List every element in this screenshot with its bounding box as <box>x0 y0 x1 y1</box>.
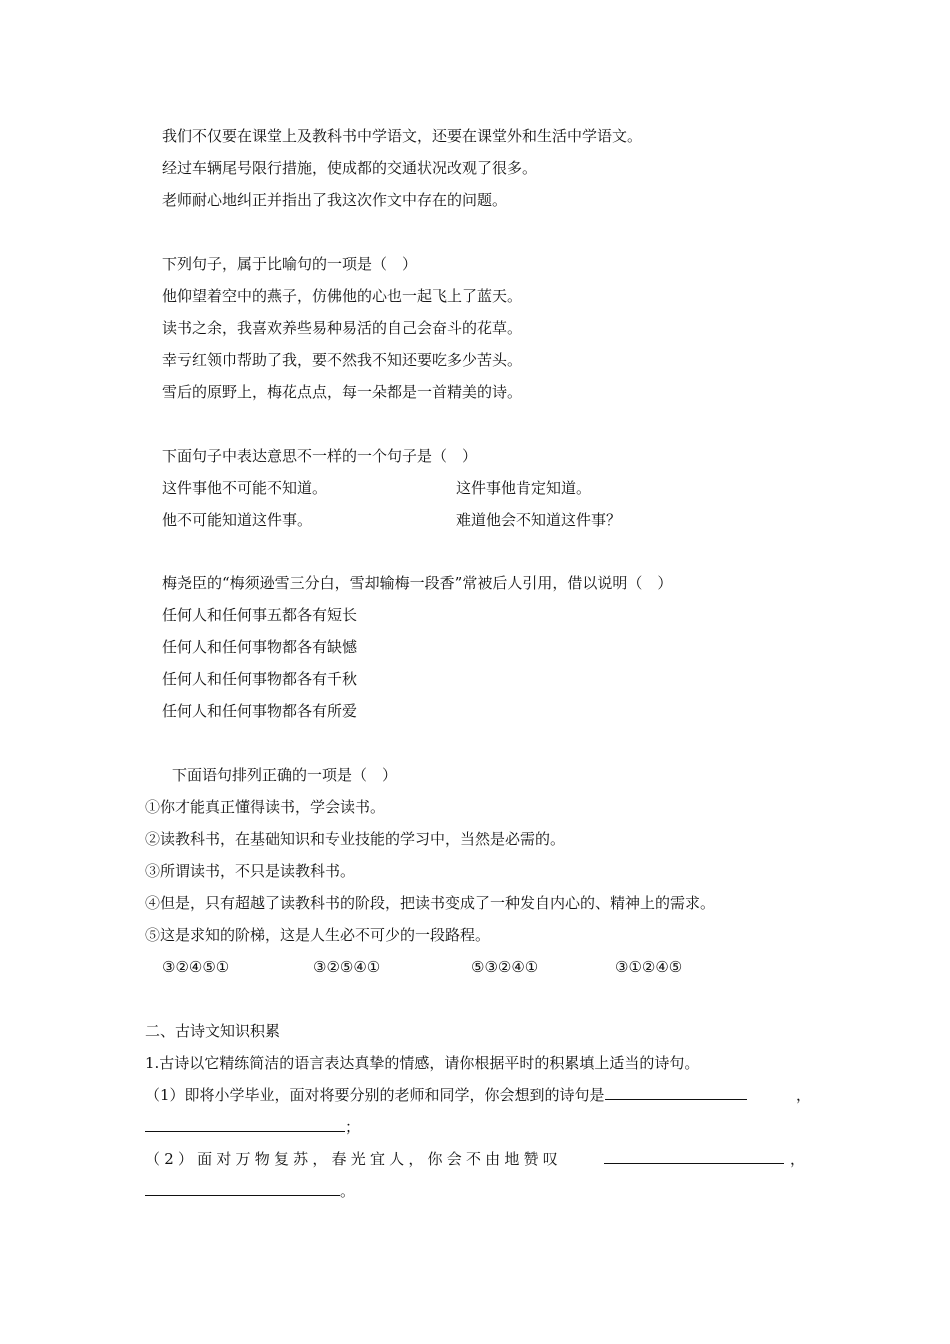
option: ③②⑤④① <box>313 958 381 976</box>
sub-question-2-line-2 <box>145 1181 355 1201</box>
question-stem: 下面语句排列正确的一项是（ ） <box>172 766 398 784</box>
question-1: 1.古诗以它精练简洁的语言表达真挚的情感，请你根据平时的积累填上适当的诗句。 <box>145 1054 700 1072</box>
option: ⑤③②④① <box>471 958 539 976</box>
option: 这件事他不可能不知道。 <box>162 479 328 497</box>
section-heading: 二、古诗文知识积累 <box>145 1022 281 1040</box>
question-stem: 梅尧臣的“梅须逊雪三分白，雪却输梅一段香”常被后人引用，借以说明（ ） <box>162 574 673 592</box>
option: 雪后的原野上，梅花点点，每一朵都是一首精美的诗。 <box>162 383 523 401</box>
sub-question-2-blank <box>604 1149 784 1169</box>
option: ③②④⑤① <box>162 958 230 976</box>
answer-blank[interactable] <box>605 1085 747 1100</box>
sub-question-2 <box>145 1149 562 1169</box>
sub-question-1-line-2 <box>145 1117 360 1137</box>
sentence-2: 经过车辆尾号限行措施，使成都的交通状况改观了很多。 <box>162 159 538 177</box>
comma: ， <box>796 1086 812 1104</box>
option: 读书之余，我喜欢养些易种易活的自己会奋斗的花草。 <box>162 319 523 337</box>
option: 难道他会不知道这件事？ <box>456 511 622 529</box>
option: 这件事他肯定知道。 <box>456 479 592 497</box>
question-stem: 下列句子，属于比喻句的一项是（ ） <box>162 255 418 273</box>
semicolon: ； <box>345 1118 361 1136</box>
answer-blank[interactable] <box>604 1149 784 1164</box>
option: 幸亏红领巾帮助了我，要不然我不知还要吃多少苦头。 <box>162 351 523 369</box>
sentence-1: 我们不仅要在课堂上及教科书中学语文，还要在课堂外和生活中学语文。 <box>162 127 643 145</box>
period: 。 <box>340 1182 356 1200</box>
answer-blank[interactable] <box>145 1181 340 1196</box>
sub-question-1 <box>145 1085 747 1105</box>
sub-question-text: （2）面对万物复苏，春光宜人，你会不由地赞叹 <box>145 1150 562 1168</box>
ordered-sentence: ③所谓读书，不只是读教科书。 <box>145 862 356 880</box>
sub-question-text: （1）即将小学毕业，面对将要分别的老师和同学，你会想到的诗句是 <box>145 1086 605 1104</box>
ordered-sentence: ①你才能真正懂得读书，学会读书。 <box>145 798 386 816</box>
option: 他仰望着空中的燕子，仿佛他的心也一起飞上了蓝天。 <box>162 287 523 305</box>
ordered-sentence: ④但是，只有超越了读教科书的阶段，把读书变成了一种发自内心的、精神上的需求。 <box>145 894 716 912</box>
ordered-sentence: ②读教科书，在基础知识和专业技能的学习中，当然是必需的。 <box>145 830 566 848</box>
comma: ， <box>790 1150 806 1168</box>
option: 任何人和任何事物都各有缺憾 <box>162 638 358 656</box>
option: 他不可能知道这件事。 <box>162 511 313 529</box>
answer-blank[interactable] <box>145 1117 345 1132</box>
ordered-sentence: ⑤这是求知的阶梯，这是人生必不可少的一段路程。 <box>145 926 491 944</box>
option: 任何人和任何事五都各有短长 <box>162 606 358 624</box>
option: 任何人和任何事物都各有所爱 <box>162 702 358 720</box>
question-stem: 下面句子中表达意思不一样的一个句子是（ ） <box>162 447 478 465</box>
option: 任何人和任何事物都各有千秋 <box>162 670 358 688</box>
option: ③①②④⑤ <box>615 958 683 976</box>
sentence-3: 老师耐心地纠正并指出了我这次作文中存在的问题。 <box>162 191 508 209</box>
